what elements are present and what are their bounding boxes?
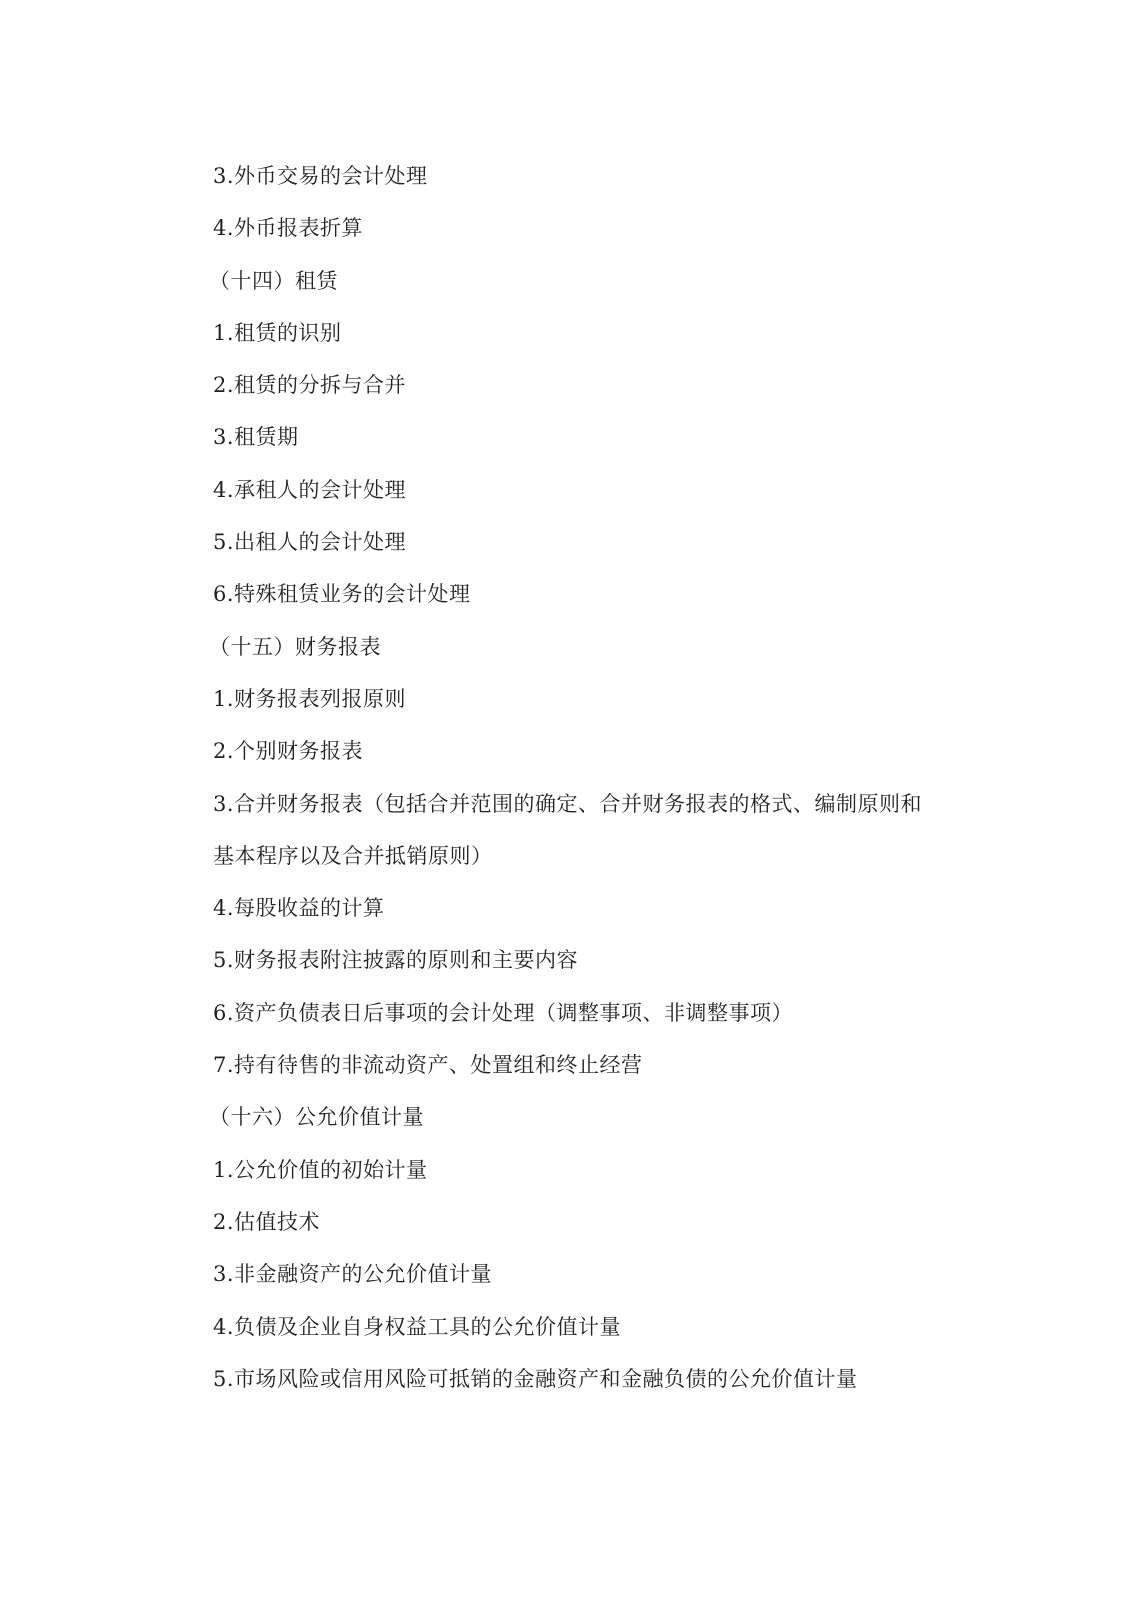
section-heading: （十四）租赁 <box>209 268 338 293</box>
list-item: 6.资产负债表日后事项的会计处理（调整事项、非调整事项） <box>213 1000 794 1025</box>
list-item: 2.租赁的分拆与合并 <box>213 373 407 398</box>
list-item: 2.估值技术 <box>213 1209 321 1234</box>
list-item: 3.租赁期 <box>213 425 299 450</box>
section-heading: （十五）财务报表 <box>209 634 381 659</box>
list-item: 3.外币交易的会计处理 <box>213 164 428 188</box>
list-item: 4.负债及企业自身权益工具的公允价值计量 <box>213 1314 622 1339</box>
list-item: 3.合并财务报表（包括合并范围的确定、合并财务报表的格式、编制原则和 <box>213 791 923 816</box>
section-heading: （十六）公允价值计量 <box>209 1105 424 1130</box>
list-item: 4.承租人的会计处理 <box>213 477 407 502</box>
list-item: 6.特殊租赁业务的会计处理 <box>213 582 471 607</box>
list-item: 1.公允价值的初始计量 <box>213 1157 428 1182</box>
list-item: 4.外币报表折算 <box>213 216 364 241</box>
list-item-continuation: 基本程序以及合并抵销原则） <box>213 843 493 868</box>
list-item: 4.每股收益的计算 <box>213 896 385 921</box>
list-item: 1.租赁的识别 <box>213 320 342 345</box>
list-item: 5.财务报表附注披露的原则和主要内容 <box>213 948 579 973</box>
list-item: 7.持有待售的非流动资产、处置组和终止经营 <box>213 1053 643 1078</box>
list-item: 1.财务报表列报原则 <box>213 686 407 711</box>
list-item: 3.非金融资产的公允价值计量 <box>213 1262 493 1287</box>
list-item: 2.个别财务报表 <box>213 739 364 764</box>
document-body <box>209 150 973 1405</box>
list-item: 5.市场风险或信用风险可抵销的金融资产和金融负债的公允价值计量 <box>213 1366 858 1391</box>
list-item: 5.出租人的会计处理 <box>213 530 407 555</box>
